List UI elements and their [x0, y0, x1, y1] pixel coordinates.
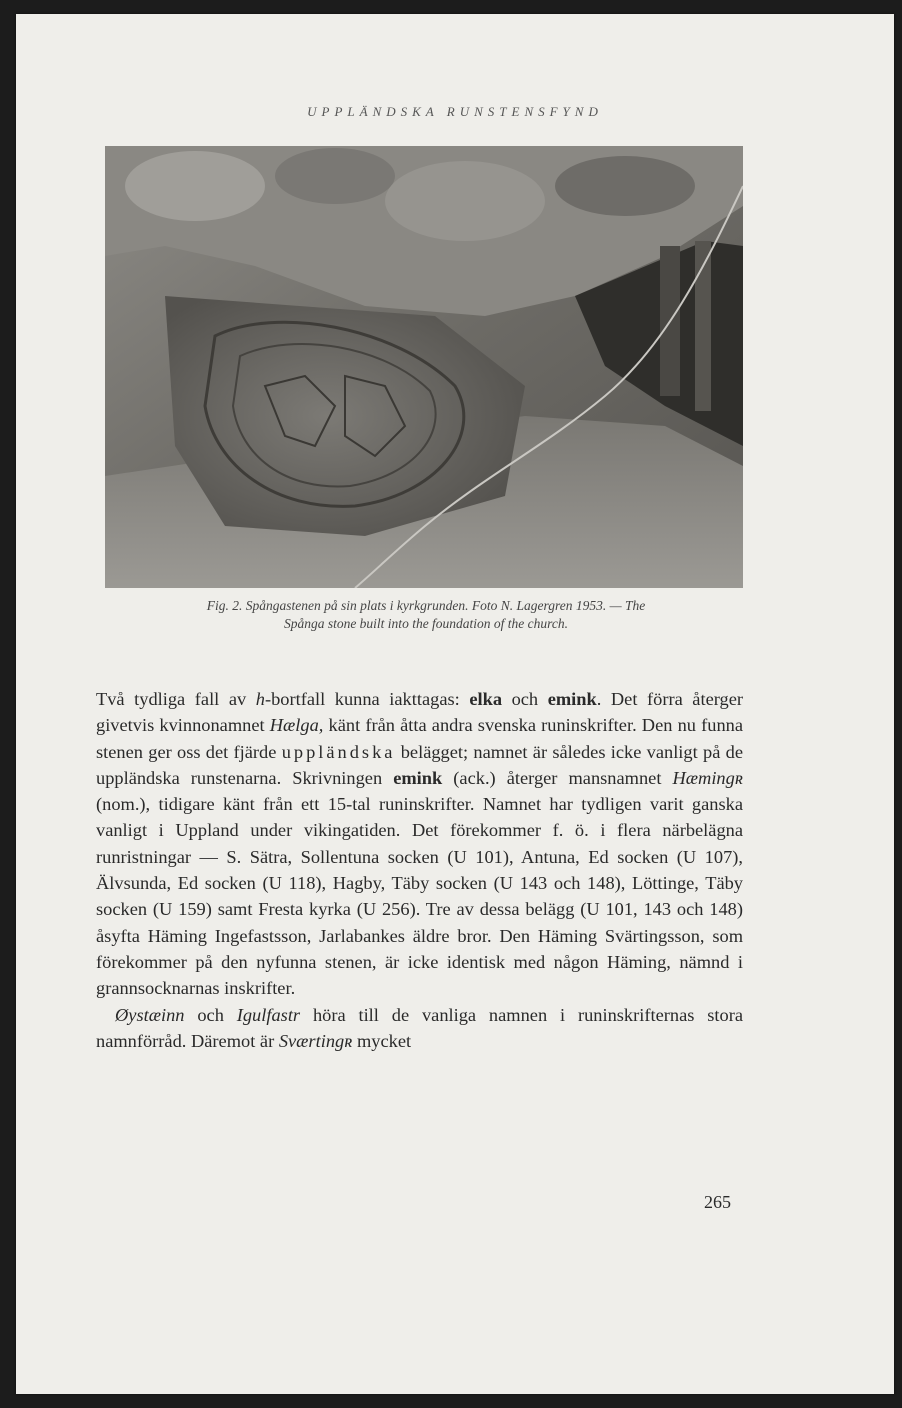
runestone-photo	[105, 146, 743, 588]
text-run: -bortfall kunna iakttagas:	[264, 689, 470, 709]
text-run: höra till de vanliga namnen i runinskrifternas stora namnförråd. Däremot är	[96, 1004, 743, 1051]
figure-caption	[106, 597, 746, 633]
bold-term: emink	[393, 767, 443, 788]
text-run: . Det förra återger givetvis kvinnonamnet	[96, 689, 744, 736]
text-run: Två tydliga fall av	[96, 689, 256, 709]
italic-term: Hælga,	[269, 715, 324, 736]
text-run: och	[502, 689, 548, 709]
italic-term: Øystæinn	[115, 1004, 185, 1025]
italic-term: Sværtingʀ	[278, 1030, 353, 1051]
text-run: belägget; namnet är således icke vanligt på de uppländska runstenarna. Skrivningen	[96, 741, 743, 788]
italic-term: Hæmingʀ	[672, 767, 743, 788]
bold-term: emink	[547, 689, 597, 709]
page-number: 265	[704, 1192, 731, 1212]
italic-term: Igulfastr	[236, 1004, 301, 1025]
text-run: (ack.) återger mansnamnet	[442, 767, 673, 788]
body-text	[96, 686, 743, 1054]
spaced-term: uppländska	[281, 741, 396, 762]
italic-term: h	[255, 689, 265, 709]
paragraph-2	[96, 1002, 743, 1055]
caption-line-1: Fig. 2. Spångastenen på sin plats i kyrkgrunden. Foto N. Lagergren 1953. — The	[206, 598, 646, 613]
book-page	[16, 14, 894, 1394]
runestone-photo-image	[105, 146, 743, 588]
caption-line-2: Spånga stone built into the foundation of the church.	[283, 616, 569, 631]
text-run: mycket	[352, 1030, 412, 1051]
text-run: känt från åtta andra svenska runinskrifter. Den nu funna stenen ger oss det fjärde	[96, 715, 743, 762]
running-header: UPPLÄNDSKA RUNSTENSFYND	[307, 104, 603, 119]
bold-term: elka	[469, 689, 503, 709]
text-run: och	[184, 1004, 237, 1025]
paragraph-1	[96, 686, 743, 1002]
text-run: (nom.), tidigare känt från ett 15-tal runinskrifter. Namnet har tydligen varit ganska vanligt i Uppland under vikingatiden. Det förekommer f. ö. i flera närbelägna runristningar — S. Sätra, Sollentuna socken (U 101), Antuna, Ed socken (U 107), Älvsunda, Ed socken (U 118), Hagby, Täby socken (U 143 och 148), Löttinge, Täby socken (U 159) samt Fresta kyrka (U 256). Tre av dessa belägg (U 101, 143 och 148) åsyfta Häming Ingefastsson, Jarlabankes äldre bror. Den Häming Svärtingsson, som förekommer på den nyfunna stenen, är icke identisk med någon Häming, nämnd i grannsocknarnas inskrifter.	[96, 794, 743, 999]
